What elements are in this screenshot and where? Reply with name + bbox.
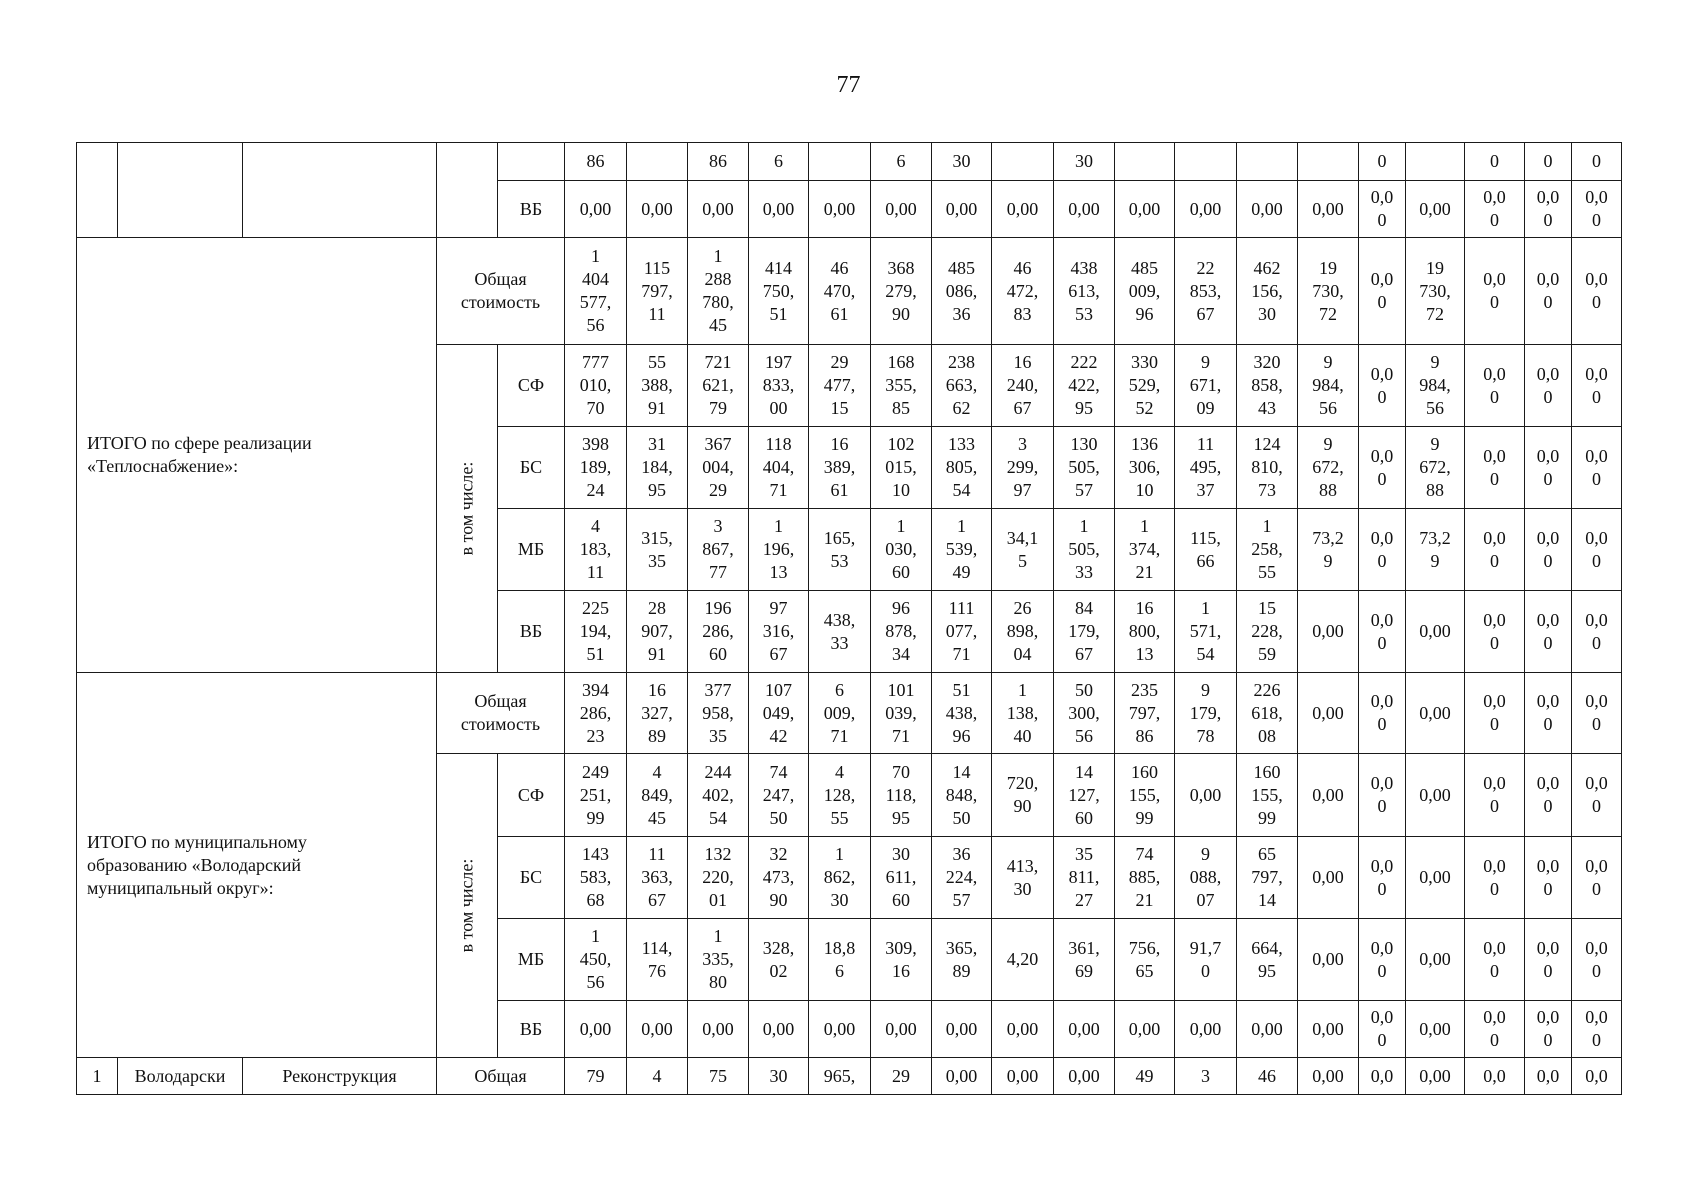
total-cost-cell: 485 086, 36 xyxy=(931,237,992,345)
funding-value-cell: 1 196, 13 xyxy=(748,508,809,591)
continuation-value-cell: 0,00 xyxy=(931,180,992,238)
funding-value-cell: 14 848, 50 xyxy=(931,753,992,837)
funding-value-cell: 16 389, 61 xyxy=(808,426,871,509)
continuation-value-cell: 0,00 xyxy=(687,180,749,238)
funding-value-cell: 29 477, 15 xyxy=(808,344,871,427)
funding-value-cell: 168 355, 85 xyxy=(870,344,932,427)
funding-value-cell: 0,0 0 xyxy=(1464,508,1525,591)
total-cost-cell: 46 470, 61 xyxy=(808,237,871,345)
funding-value-cell: 0,0 0 xyxy=(1358,590,1406,673)
funding-value-cell: 102 015, 10 xyxy=(870,426,932,509)
funding-value-cell: 0,0 0 xyxy=(1358,753,1406,837)
total-cost-cell: 368 279, 90 xyxy=(870,237,932,345)
continuation-value-cell: 0,00 xyxy=(748,180,809,238)
funding-value-cell: 315, 35 xyxy=(626,508,688,591)
funding-value-cell: 756, 65 xyxy=(1114,918,1175,1001)
funding-value-cell: 0,00 xyxy=(1405,753,1465,837)
continuation-value-cell: 0,0 0 xyxy=(1464,180,1525,238)
total-cost-cell: 485 009, 96 xyxy=(1114,237,1175,345)
funding-value-cell: 0,00 xyxy=(564,1000,627,1058)
last-row-value-cell: 0,00 xyxy=(931,1057,992,1095)
section-title: ИТОГО по муниципальному образованию «Володарский муниципальный округ»: xyxy=(76,672,437,1058)
last-row-value-cell: 0,0 xyxy=(1358,1057,1406,1095)
funding-value-cell: 0,0 0 xyxy=(1358,508,1406,591)
funding-value-cell: 111 077, 71 xyxy=(931,590,992,673)
funding-value-cell: 0,0 0 xyxy=(1464,344,1525,427)
funding-value-cell: 74 885, 21 xyxy=(1114,836,1175,919)
funding-value-cell: 0,0 0 xyxy=(1464,836,1525,919)
funding-value-cell: 0,0 0 xyxy=(1524,344,1572,427)
continuation-value-cell: 0,00 xyxy=(870,180,932,238)
funding-value-cell: 0,0 0 xyxy=(1464,590,1525,673)
last-row-value-cell: 965, xyxy=(808,1057,871,1095)
funding-value-cell: 0,00 xyxy=(1405,1000,1465,1058)
funding-value-cell: 11 495, 37 xyxy=(1174,426,1237,509)
including-label xyxy=(436,344,498,673)
funding-value-cell: 0,00 xyxy=(991,1000,1054,1058)
total-cost-cell: 235 797, 86 xyxy=(1114,672,1175,754)
funding-value-cell: 70 118, 95 xyxy=(870,753,932,837)
funding-value-cell: 0,00 xyxy=(1405,836,1465,919)
funding-value-cell: 398 189, 24 xyxy=(564,426,627,509)
funding-value-cell: 9 671, 09 xyxy=(1174,344,1237,427)
funding-value-cell: 0,0 0 xyxy=(1524,753,1572,837)
continuation-number-cell: 86 xyxy=(687,142,749,181)
continuation-number-cell: 0 xyxy=(1571,142,1622,181)
total-cost-cell: 394 286, 23 xyxy=(564,672,627,754)
source-type-label: СФ xyxy=(497,753,565,837)
funding-value-cell: 9 088, 07 xyxy=(1174,836,1237,919)
funding-value-cell: 0,00 xyxy=(1053,1000,1115,1058)
funding-value-cell: 0,00 xyxy=(687,1000,749,1058)
funding-value-cell: 0,0 0 xyxy=(1524,590,1572,673)
total-cost-cell: 46 472, 83 xyxy=(991,237,1054,345)
funding-value-cell: 0,00 xyxy=(1114,1000,1175,1058)
funding-value-cell: 0,00 xyxy=(1297,918,1359,1001)
funding-value-cell: 0,0 0 xyxy=(1524,426,1572,509)
funding-value-cell: 9 984, 56 xyxy=(1405,344,1465,427)
funding-value-cell: 1 571, 54 xyxy=(1174,590,1237,673)
funding-value-cell: 367 004, 29 xyxy=(687,426,749,509)
last-row-value-cell: 0,0 xyxy=(1524,1057,1572,1095)
total-cost-cell: 107 049, 42 xyxy=(748,672,809,754)
continuation-value-cell: 0,00 xyxy=(808,180,871,238)
funding-value-cell: 3 299, 97 xyxy=(991,426,1054,509)
last-row-value-cell: 0,0 xyxy=(1464,1057,1525,1095)
total-cost-label: Общая xyxy=(436,1057,565,1095)
funding-value-cell: 160 155, 99 xyxy=(1114,753,1175,837)
funding-value-cell: 114, 76 xyxy=(626,918,688,1001)
funding-value-cell: 0,0 0 xyxy=(1464,426,1525,509)
funding-value-cell: 11 363, 67 xyxy=(626,836,688,919)
funding-value-cell: 0,00 xyxy=(1297,1000,1359,1058)
total-cost-cell: 0,0 0 xyxy=(1524,237,1572,345)
funding-value-cell: 1 335, 80 xyxy=(687,918,749,1001)
funding-value-cell: 1 450, 56 xyxy=(564,918,627,1001)
continuation-value-cell: 0,0 0 xyxy=(1358,180,1406,238)
empty-cell xyxy=(242,142,437,238)
funding-value-cell: 30 611, 60 xyxy=(870,836,932,919)
funding-value-cell: 16 240, 67 xyxy=(991,344,1054,427)
funding-value-cell: 721 621, 79 xyxy=(687,344,749,427)
continuation-value-cell: 0,0 0 xyxy=(1524,180,1572,238)
funding-value-cell: 196 286, 60 xyxy=(687,590,749,673)
funding-value-cell: 130 505, 57 xyxy=(1053,426,1115,509)
total-cost-cell: 9 179, 78 xyxy=(1174,672,1237,754)
source-type-label: ВБ xyxy=(497,180,565,238)
funding-value-cell: 26 898, 04 xyxy=(991,590,1054,673)
continuation-number-cell: 0 xyxy=(1464,142,1525,181)
funding-value-cell: 320 858, 43 xyxy=(1236,344,1298,427)
funding-value-cell: 124 810, 73 xyxy=(1236,426,1298,509)
funding-value-cell: 73,2 9 xyxy=(1297,508,1359,591)
funding-value-cell: 96 878, 34 xyxy=(870,590,932,673)
funding-value-cell: 330 529, 52 xyxy=(1114,344,1175,427)
funding-value-cell: 165, 53 xyxy=(808,508,871,591)
source-type-label: ВБ xyxy=(497,1000,565,1058)
total-cost-cell: 462 156, 30 xyxy=(1236,237,1298,345)
funding-value-cell: 16 800, 13 xyxy=(1114,590,1175,673)
funding-value-cell: 0,00 xyxy=(748,1000,809,1058)
total-cost-cell: 19 730, 72 xyxy=(1405,237,1465,345)
funding-value-cell: 0,0 0 xyxy=(1358,918,1406,1001)
funding-value-cell: 0,0 0 xyxy=(1464,918,1525,1001)
continuation-number-cell xyxy=(991,142,1054,181)
source-type-label: МБ xyxy=(497,918,565,1001)
funding-value-cell: 3 867, 77 xyxy=(687,508,749,591)
funding-value-cell: 115, 66 xyxy=(1174,508,1237,591)
continuation-value-cell: 0,00 xyxy=(564,180,627,238)
last-row-value-cell: 79 xyxy=(564,1057,627,1095)
funding-value-cell: 0,0 0 xyxy=(1358,836,1406,919)
funding-value-cell: 361, 69 xyxy=(1053,918,1115,1001)
funding-value-cell: 32 473, 90 xyxy=(748,836,809,919)
funding-value-cell: 0,0 0 xyxy=(1358,344,1406,427)
funding-value-cell: 73,2 9 xyxy=(1405,508,1465,591)
empty-cell xyxy=(117,142,243,238)
funding-value-cell: 0,0 0 xyxy=(1524,508,1572,591)
last-row-value-cell: 0,00 xyxy=(1297,1057,1359,1095)
continuation-number-cell xyxy=(1405,142,1465,181)
funding-value-cell: 1 539, 49 xyxy=(931,508,992,591)
funding-value-cell: 118 404, 71 xyxy=(748,426,809,509)
funding-value-cell: 328, 02 xyxy=(748,918,809,1001)
funding-value-cell: 249 251, 99 xyxy=(564,753,627,837)
total-cost-cell: 0,0 0 xyxy=(1571,237,1622,345)
funding-value-cell: 36 224, 57 xyxy=(931,836,992,919)
funding-value-cell: 160 155, 99 xyxy=(1236,753,1298,837)
funding-value-cell: 65 797, 14 xyxy=(1236,836,1298,919)
last-row-value-cell: 49 xyxy=(1114,1057,1175,1095)
funding-value-cell: 97 316, 67 xyxy=(748,590,809,673)
continuation-number-cell: 0 xyxy=(1524,142,1572,181)
funding-value-cell: 1 862, 30 xyxy=(808,836,871,919)
funding-value-cell: 0,0 0 xyxy=(1464,753,1525,837)
source-type-label: БС xyxy=(497,426,565,509)
funding-value-cell: 222 422, 95 xyxy=(1053,344,1115,427)
funding-value-cell: 1 374, 21 xyxy=(1114,508,1175,591)
last-row-value-cell: 0,00 xyxy=(1053,1057,1115,1095)
funding-value-cell: 4,20 xyxy=(991,918,1054,1001)
total-cost-cell: 0,0 0 xyxy=(1464,237,1525,345)
last-row-value-cell: 3 xyxy=(1174,1057,1237,1095)
last-row-value-cell: 0,0 xyxy=(1571,1057,1622,1095)
event-name: Реконструкция xyxy=(242,1057,437,1095)
continuation-value-cell: 0,00 xyxy=(626,180,688,238)
funding-value-cell: 197 833, 00 xyxy=(748,344,809,427)
total-cost-cell: 16 327, 89 xyxy=(626,672,688,754)
funding-value-cell: 0,0 0 xyxy=(1571,836,1622,919)
total-cost-cell: 0,0 0 xyxy=(1358,672,1406,754)
funding-value-cell: 0,00 xyxy=(626,1000,688,1058)
continuation-number-cell xyxy=(1236,142,1298,181)
total-cost-cell: 438 613, 53 xyxy=(1053,237,1115,345)
funding-value-cell: 244 402, 54 xyxy=(687,753,749,837)
funding-value-cell: 0,0 0 xyxy=(1464,1000,1525,1058)
funding-value-cell: 0,0 0 xyxy=(1571,508,1622,591)
funding-value-cell: 0,00 xyxy=(1297,753,1359,837)
continuation-value-cell: 0,00 xyxy=(1236,180,1298,238)
funding-value-cell: 4 183, 11 xyxy=(564,508,627,591)
continuation-number-cell: 0 xyxy=(1358,142,1406,181)
funding-value-cell: 438, 33 xyxy=(808,590,871,673)
source-type-label: БС xyxy=(497,836,565,919)
funding-value-cell: 84 179, 67 xyxy=(1053,590,1115,673)
total-cost-cell: 50 300, 56 xyxy=(1053,672,1115,754)
funding-value-cell: 0,0 0 xyxy=(1524,1000,1572,1058)
funding-value-cell: 0,0 0 xyxy=(1571,590,1622,673)
funding-value-cell: 9 672, 88 xyxy=(1405,426,1465,509)
last-row-value-cell: 75 xyxy=(687,1057,749,1095)
last-row-value-cell: 30 xyxy=(748,1057,809,1095)
funding-value-cell: 1 505, 33 xyxy=(1053,508,1115,591)
funding-value-cell: 4 128, 55 xyxy=(808,753,871,837)
funding-value-cell: 238 663, 62 xyxy=(931,344,992,427)
funding-value-cell: 0,00 xyxy=(1405,590,1465,673)
including-label xyxy=(436,753,498,1058)
continuation-value-cell: 0,00 xyxy=(1053,180,1115,238)
page-number: 77 xyxy=(836,72,861,98)
total-cost-cell: 19 730, 72 xyxy=(1297,237,1359,345)
continuation-number-cell xyxy=(1114,142,1175,181)
funding-value-cell: 35 811, 27 xyxy=(1053,836,1115,919)
funding-value-cell: 777 010, 70 xyxy=(564,344,627,427)
funding-value-cell: 0,00 xyxy=(1174,1000,1237,1058)
funding-value-cell: 0,00 xyxy=(1297,836,1359,919)
funding-value-cell: 9 672, 88 xyxy=(1297,426,1359,509)
continuation-number-cell xyxy=(1174,142,1237,181)
continuation-number-cell: 86 xyxy=(564,142,627,181)
vertical-label: в том числе: xyxy=(456,858,477,953)
funding-value-cell: 0,00 xyxy=(1405,918,1465,1001)
funding-value-cell: 0,0 0 xyxy=(1358,426,1406,509)
funding-value-cell: 0,0 0 xyxy=(1571,344,1622,427)
last-row-value-cell: 4 xyxy=(626,1057,688,1095)
funding-value-cell: 0,0 0 xyxy=(1571,753,1622,837)
continuation-number-cell: 30 xyxy=(1053,142,1115,181)
total-cost-cell: 0,00 xyxy=(1405,672,1465,754)
continuation-value-cell: 0,00 xyxy=(1114,180,1175,238)
total-cost-cell: 414 750, 51 xyxy=(748,237,809,345)
last-row-value-cell: 0,00 xyxy=(991,1057,1054,1095)
total-cost-cell: 0,0 0 xyxy=(1571,672,1622,754)
funding-value-cell: 0,00 xyxy=(870,1000,932,1058)
continuation-value-cell: 0,00 xyxy=(991,180,1054,238)
last-row-value-cell: 0,00 xyxy=(1405,1057,1465,1095)
continuation-value-cell: 0,00 xyxy=(1174,180,1237,238)
funding-value-cell: 132 220, 01 xyxy=(687,836,749,919)
continuation-number-cell xyxy=(1297,142,1359,181)
funding-value-cell: 34,1 5 xyxy=(991,508,1054,591)
funding-value-cell: 0,00 xyxy=(1236,1000,1298,1058)
total-cost-cell: 101 039, 71 xyxy=(870,672,932,754)
last-row-value-cell: 29 xyxy=(870,1057,932,1095)
vertical-label: в том числе: xyxy=(456,461,477,556)
funding-value-cell: 9 984, 56 xyxy=(1297,344,1359,427)
funding-value-cell: 1 030, 60 xyxy=(870,508,932,591)
funding-value-cell: 15 228, 59 xyxy=(1236,590,1298,673)
funding-value-cell: 664, 95 xyxy=(1236,918,1298,1001)
funding-value-cell: 225 194, 51 xyxy=(564,590,627,673)
continuation-value-cell: 0,00 xyxy=(1405,180,1465,238)
funding-value-cell: 365, 89 xyxy=(931,918,992,1001)
funding-value-cell: 0,0 0 xyxy=(1358,1000,1406,1058)
continuation-number-cell: 6 xyxy=(748,142,809,181)
funding-value-cell: 1 258, 55 xyxy=(1236,508,1298,591)
total-cost-cell: 377 958, 35 xyxy=(687,672,749,754)
funding-value-cell: 413, 30 xyxy=(991,836,1054,919)
total-cost-cell: 1 404 577, 56 xyxy=(564,237,627,345)
funding-value-cell: 14 127, 60 xyxy=(1053,753,1115,837)
funding-value-cell: 0,00 xyxy=(808,1000,871,1058)
continuation-number-cell: 6 xyxy=(870,142,932,181)
source-type-label: МБ xyxy=(497,508,565,591)
continuation-number-cell xyxy=(808,142,871,181)
funding-value-cell: 143 583, 68 xyxy=(564,836,627,919)
total-cost-label: Общая стоимость xyxy=(436,672,565,754)
funding-value-cell: 133 805, 54 xyxy=(931,426,992,509)
row-number: 1 xyxy=(76,1057,118,1095)
continuation-number-cell: 30 xyxy=(931,142,992,181)
funding-value-cell: 0,0 0 xyxy=(1524,836,1572,919)
total-cost-cell: 0,00 xyxy=(1297,672,1359,754)
total-cost-cell: 1 138, 40 xyxy=(991,672,1054,754)
total-cost-cell: 226 618, 08 xyxy=(1236,672,1298,754)
total-cost-cell: 51 438, 96 xyxy=(931,672,992,754)
funding-value-cell: 0,0 0 xyxy=(1571,426,1622,509)
continuation-value-cell: 0,0 0 xyxy=(1571,180,1622,238)
funding-value-cell: 91,7 0 xyxy=(1174,918,1237,1001)
total-cost-label: Общая стоимость xyxy=(436,237,565,345)
funding-value-cell: 0,0 0 xyxy=(1571,918,1622,1001)
continuation-value-cell: 0,00 xyxy=(1297,180,1359,238)
funding-value-cell: 28 907, 91 xyxy=(626,590,688,673)
funding-value-cell: 0,00 xyxy=(1297,590,1359,673)
total-cost-cell: 6 009, 71 xyxy=(808,672,871,754)
funding-value-cell: 0,00 xyxy=(931,1000,992,1058)
funding-value-cell: 18,8 6 xyxy=(808,918,871,1001)
total-cost-cell: 0,0 0 xyxy=(1358,237,1406,345)
empty-cell xyxy=(436,142,498,238)
total-cost-cell: 115 797, 11 xyxy=(626,237,688,345)
total-cost-cell: 0,0 0 xyxy=(1524,672,1572,754)
total-cost-cell: 22 853, 67 xyxy=(1174,237,1237,345)
total-cost-cell: 1 288 780, 45 xyxy=(687,237,749,345)
source-type-label: СФ xyxy=(497,344,565,427)
funding-value-cell: 74 247, 50 xyxy=(748,753,809,837)
funding-value-cell: 720, 90 xyxy=(991,753,1054,837)
continuation-number-cell xyxy=(626,142,688,181)
funding-value-cell: 309, 16 xyxy=(870,918,932,1001)
source-type-label: ВБ xyxy=(497,590,565,673)
section-title: ИТОГО по сфере реализации «Теплоснабжение»: xyxy=(76,237,437,673)
funding-value-cell: 136 306, 10 xyxy=(1114,426,1175,509)
funding-value-cell: 0,0 0 xyxy=(1571,1000,1622,1058)
total-cost-cell: 0,0 0 xyxy=(1464,672,1525,754)
funding-value-cell: 0,00 xyxy=(1174,753,1237,837)
funding-value-cell: 4 849, 45 xyxy=(626,753,688,837)
empty-cell xyxy=(76,142,118,238)
empty-cell xyxy=(497,142,565,181)
funding-value-cell: 55 388, 91 xyxy=(626,344,688,427)
funding-value-cell: 31 184, 95 xyxy=(626,426,688,509)
funding-value-cell: 0,0 0 xyxy=(1524,918,1572,1001)
last-row-value-cell: 46 xyxy=(1236,1057,1298,1095)
municipality-name: Володарски xyxy=(117,1057,243,1095)
